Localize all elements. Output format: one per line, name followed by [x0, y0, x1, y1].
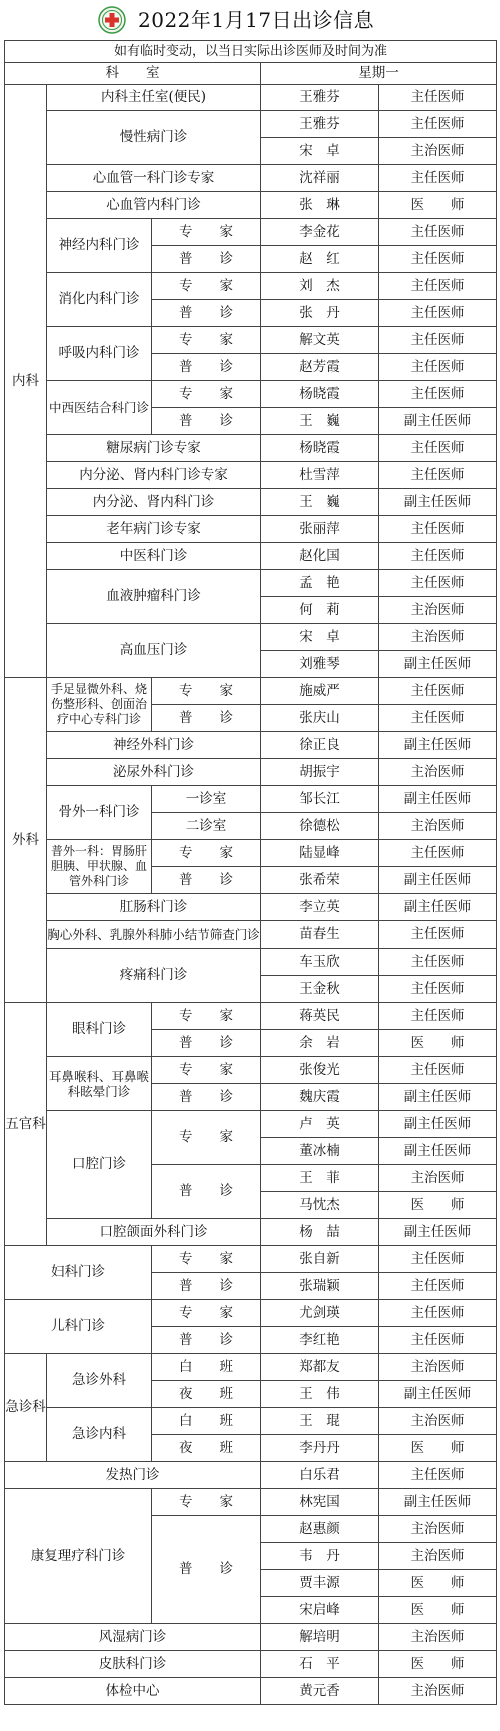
doctor-title: 副主任医师: [379, 408, 497, 435]
doctor-title: 主任医师: [379, 219, 497, 246]
type-cell: 普 诊: [152, 867, 261, 894]
table-row: [5, 1678, 497, 1705]
doctor-title: 副主任医师: [379, 1489, 497, 1516]
doctor-name: 白乐君: [261, 1462, 379, 1489]
doctor-title: 主治医师: [379, 1543, 497, 1570]
doctor-name: 林宪国: [261, 1489, 379, 1516]
doctor-name: 杨晓霞: [261, 381, 379, 408]
category-cell: 外科: [5, 678, 47, 1003]
doctor-title: 主治医师: [379, 624, 497, 651]
table-row: [5, 570, 497, 597]
doctor-name: 赵惠颜: [261, 1516, 379, 1543]
doctor-name: 苗春生: [261, 921, 379, 949]
type-cell: 普 诊: [152, 1273, 261, 1300]
unit-cell: 神经外科门诊: [47, 732, 261, 759]
type-cell: 专 家: [152, 219, 261, 246]
unit-cell: 儿科门诊: [5, 1300, 152, 1354]
table-row: [5, 543, 497, 570]
unit-cell: 骨外一科门诊: [47, 786, 152, 840]
unit-cell: 肛肠科门诊: [47, 894, 261, 921]
doctor-title: 主任医师: [379, 516, 497, 543]
unit-cell: 内分泌、肾内科门诊专家: [47, 462, 261, 489]
doctor-title: 主任医师: [379, 1057, 497, 1084]
doctor-name: 徐正良: [261, 732, 379, 759]
unit-cell: 急诊外科: [47, 1354, 152, 1408]
unit-cell: 发热门诊: [5, 1462, 261, 1489]
doctor-name: 赵 红: [261, 246, 379, 273]
type-cell: 普 诊: [152, 1516, 261, 1624]
type-cell: 白 班: [152, 1408, 261, 1435]
doctor-title: 主治医师: [379, 1354, 497, 1381]
unit-cell: 妇科门诊: [5, 1246, 152, 1300]
type-cell: 专 家: [152, 840, 261, 867]
doctor-name: 王金秋: [261, 976, 379, 1003]
table-row: [5, 462, 497, 489]
table-row: [5, 1003, 497, 1030]
doctor-name: 李红艳: [261, 1327, 379, 1354]
type-cell: 专 家: [152, 1111, 261, 1165]
table-row: [5, 1057, 497, 1084]
doctor-title: 主治医师: [379, 138, 497, 165]
doctor-name: 尤剑瑛: [261, 1300, 379, 1327]
doctor-name: 张庆山: [261, 705, 379, 732]
doctor-title: 主治医师: [379, 597, 497, 624]
doctor-title: 主治医师: [379, 813, 497, 840]
doctor-name: 宋 卓: [261, 138, 379, 165]
doctor-title: 主治医师: [379, 1165, 497, 1192]
unit-cell: 心血管内科门诊: [47, 192, 261, 219]
doctor-title: 副主任医师: [379, 894, 497, 921]
table-row: [5, 1111, 497, 1138]
schedule-table: [4, 40, 497, 1705]
hospital-logo-icon: [98, 6, 126, 34]
doctor-name: 张 丹: [261, 300, 379, 327]
doctor-name: 余 岩: [261, 1030, 379, 1057]
table-row: [5, 327, 497, 354]
doctor-name: 何 莉: [261, 597, 379, 624]
table-row: [5, 1219, 497, 1246]
doctor-name: 张丽萍: [261, 516, 379, 543]
doctor-name: 张希荣: [261, 867, 379, 894]
type-cell: 普 诊: [152, 1084, 261, 1111]
table-row: [5, 759, 497, 786]
type-cell: 夜 班: [152, 1435, 261, 1462]
doctor-title: 主任医师: [379, 381, 497, 408]
type-cell: 普 诊: [152, 300, 261, 327]
table-row: [5, 1651, 497, 1678]
doctor-name: 赵芳霞: [261, 354, 379, 381]
doctor-name: 贾丰源: [261, 1570, 379, 1597]
doctor-title: 副主任医师: [379, 489, 497, 516]
table-row: [5, 85, 497, 111]
doctor-name: 李丹丹: [261, 1435, 379, 1462]
type-cell: 专 家: [152, 381, 261, 408]
unit-cell: 手足显微外科、烧伤整形科、创面治疗中心专科门诊: [47, 678, 152, 732]
table-row: [5, 1408, 497, 1435]
table-row: [5, 489, 497, 516]
type-cell: 普 诊: [152, 354, 261, 381]
unit-cell: 普外一科：胃肠肝胆胰、甲状腺、血管外科门诊: [47, 840, 152, 894]
doctor-name: 杨晓霞: [261, 435, 379, 462]
type-cell: 专 家: [152, 273, 261, 300]
doctor-name: 韦 丹: [261, 1543, 379, 1570]
type-cell: 一诊室: [152, 786, 261, 813]
type-cell: 专 家: [152, 1246, 261, 1273]
table-row: [5, 624, 497, 651]
unit-cell: 风湿病门诊: [5, 1624, 261, 1651]
doctor-name: 刘 杰: [261, 273, 379, 300]
doctor-name: 卢 英: [261, 1111, 379, 1138]
unit-cell: 口腔门诊: [47, 1111, 152, 1219]
table-row: [5, 516, 497, 543]
doctor-title: 医 师: [379, 192, 497, 219]
doctor-title: 主治医师: [379, 1516, 497, 1543]
category-cell: 五官科: [5, 1003, 47, 1246]
doctor-title: 主任医师: [379, 543, 497, 570]
table-row: [5, 840, 497, 867]
table-row: [5, 381, 497, 408]
type-cell: 普 诊: [152, 408, 261, 435]
unit-cell: 神经内科门诊: [47, 219, 152, 273]
type-cell: 普 诊: [152, 1030, 261, 1057]
type-cell: 专 家: [152, 1057, 261, 1084]
doctor-title: 副主任医师: [379, 1111, 497, 1138]
unit-cell: 内分泌、肾内科门诊: [47, 489, 261, 516]
doctor-title: 副主任医师: [379, 867, 497, 894]
unit-cell: 内科主任室(便民): [47, 85, 261, 111]
table-row: [5, 786, 497, 813]
doctor-title: 主任医师: [379, 1246, 497, 1273]
unit-cell: 呼吸内科门诊: [47, 327, 152, 381]
type-cell: 专 家: [152, 678, 261, 705]
doctor-title: 主任医师: [379, 85, 497, 111]
table-row: [5, 1462, 497, 1489]
doctor-name: 车玉欣: [261, 949, 379, 976]
doctor-title: 主任医师: [379, 840, 497, 867]
category-cell: 急诊科: [5, 1354, 47, 1462]
doctor-title: 主任医师: [379, 354, 497, 381]
doctor-name: 王 菲: [261, 1165, 379, 1192]
table-row: [5, 111, 497, 138]
doctor-name: 杜雪萍: [261, 462, 379, 489]
doctor-name: 蒋英民: [261, 1003, 379, 1030]
dept-column-header: 科 室: [5, 63, 261, 85]
doctor-title: 医 师: [379, 1030, 497, 1057]
doctor-name: 徐德松: [261, 813, 379, 840]
type-cell: 普 诊: [152, 1165, 261, 1219]
doctor-name: 王雅芬: [261, 85, 379, 111]
table-row: [5, 435, 497, 462]
unit-cell: 消化内科门诊: [47, 273, 152, 327]
unit-cell: 急诊内科: [47, 1408, 152, 1462]
unit-cell: 糖尿病门诊专家: [47, 435, 261, 462]
doctor-name: 宋 卓: [261, 624, 379, 651]
weekday-column-header: 星期一: [261, 63, 497, 85]
doctor-title: 副主任医师: [379, 1084, 497, 1111]
doctor-title: 副主任医师: [379, 651, 497, 678]
unit-cell: 高血压门诊: [47, 624, 261, 678]
doctor-name: 王 巍: [261, 408, 379, 435]
unit-cell: 中西医结合科门诊: [47, 381, 152, 435]
unit-cell: 胸心外科、乳腺外科肺小结节筛查门诊: [47, 921, 261, 949]
doctor-title: 医 师: [379, 1570, 497, 1597]
doctor-name: 沈祥丽: [261, 165, 379, 192]
doctor-name: 黄元香: [261, 1678, 379, 1705]
doctor-title: 副主任医师: [379, 732, 497, 759]
page-title: 2022年1月17日出诊信息: [138, 8, 375, 32]
doctor-title: 副主任医师: [379, 786, 497, 813]
table-row: [5, 678, 497, 705]
type-cell: 二诊室: [152, 813, 261, 840]
doctor-name: 王雅芬: [261, 111, 379, 138]
doctor-name: 张自新: [261, 1246, 379, 1273]
doctor-title: 主治医师: [379, 759, 497, 786]
table-row: [5, 1354, 497, 1381]
doctor-title: 主任医师: [379, 976, 497, 1003]
doctor-title: 主任医师: [379, 165, 497, 192]
table-row: [5, 894, 497, 921]
doctor-title: 主任医师: [379, 435, 497, 462]
unit-cell: 泌尿外科门诊: [47, 759, 261, 786]
table-row: [5, 1489, 497, 1516]
doctor-title: 主任医师: [379, 300, 497, 327]
doctor-title: 主治医师: [379, 1678, 497, 1705]
unit-cell: 康复理疗科门诊: [5, 1489, 152, 1624]
type-cell: 普 诊: [152, 246, 261, 273]
doctor-name: 邹长江: [261, 786, 379, 813]
doctor-name: 解培明: [261, 1624, 379, 1651]
doctor-title: 主任医师: [379, 462, 497, 489]
doctor-name: 张瑞颖: [261, 1273, 379, 1300]
doctor-name: 张俊光: [261, 1057, 379, 1084]
doctor-title: 副主任医师: [379, 1138, 497, 1165]
doctor-title: 主任医师: [379, 921, 497, 949]
doctor-name: 刘雅琴: [261, 651, 379, 678]
doctor-name: 李金花: [261, 219, 379, 246]
unit-cell: 耳鼻喉科、耳鼻喉科眩晕门诊: [47, 1057, 152, 1111]
type-cell: 专 家: [152, 327, 261, 354]
table-row: [5, 1300, 497, 1327]
doctor-title: 主任医师: [379, 1300, 497, 1327]
unit-cell: 心血管一科门诊专家: [47, 165, 261, 192]
doctor-title: 医 师: [379, 1597, 497, 1624]
type-cell: 普 诊: [152, 1327, 261, 1354]
table-row: [5, 1246, 497, 1273]
doctor-name: 解文英: [261, 327, 379, 354]
doctor-name: 施威严: [261, 678, 379, 705]
notice-text: 如有临时变动，以当日实际出诊医师及时间为准: [5, 41, 497, 63]
table-row: [5, 219, 497, 246]
doctor-name: 陆显峰: [261, 840, 379, 867]
doctor-title: 主任医师: [379, 705, 497, 732]
type-cell: 专 家: [152, 1300, 261, 1327]
type-cell: 夜 班: [152, 1381, 261, 1408]
doctor-name: 王 琨: [261, 1408, 379, 1435]
doctor-name: 宋启峰: [261, 1597, 379, 1624]
doctor-name: 马忱杰: [261, 1192, 379, 1219]
table-row: [5, 273, 497, 300]
doctor-title: 医 师: [379, 1192, 497, 1219]
table-row: [5, 165, 497, 192]
type-cell: 专 家: [152, 1003, 261, 1030]
table-row: [5, 921, 497, 949]
doctor-name: 郑都友: [261, 1354, 379, 1381]
type-cell: 白 班: [152, 1354, 261, 1381]
doctor-title: 主任医师: [379, 1273, 497, 1300]
doctor-title: 主任医师: [379, 111, 497, 138]
unit-cell: 体检中心: [5, 1678, 261, 1705]
doctor-title: 主任医师: [379, 949, 497, 976]
doctor-title: 主任医师: [379, 1003, 497, 1030]
notice-row: [5, 41, 497, 63]
doctor-name: 张 琳: [261, 192, 379, 219]
unit-cell: 中医科门诊: [47, 543, 261, 570]
doctor-title: 主治医师: [379, 1624, 497, 1651]
doctor-title: 主任医师: [379, 1462, 497, 1489]
type-cell: 普 诊: [152, 705, 261, 732]
doctor-title: 主任医师: [379, 570, 497, 597]
doctor-title: 主任医师: [379, 273, 497, 300]
doctor-name: 魏庆霞: [261, 1084, 379, 1111]
doctor-name: 石 平: [261, 1651, 379, 1678]
table-row: [5, 1624, 497, 1651]
unit-cell: 老年病门诊专家: [47, 516, 261, 543]
unit-cell: 疼痛科门诊: [47, 949, 261, 1003]
doctor-name: 孟 艳: [261, 570, 379, 597]
unit-cell: 血液肿瘤科门诊: [47, 570, 261, 624]
type-cell: 专 家: [152, 1489, 261, 1516]
table-row: [5, 192, 497, 219]
unit-cell: 口腔颌面外科门诊: [47, 1219, 261, 1246]
doctor-name: 李立英: [261, 894, 379, 921]
doctor-title: 副主任医师: [379, 1381, 497, 1408]
unit-cell: 皮肤科门诊: [5, 1651, 261, 1678]
doctor-title: 主任医师: [379, 1327, 497, 1354]
doctor-title: 主任医师: [379, 678, 497, 705]
doctor-name: 杨 喆: [261, 1219, 379, 1246]
doctor-title: 主任医师: [379, 327, 497, 354]
unit-cell: 眼科门诊: [47, 1003, 152, 1057]
doctor-name: 王 巍: [261, 489, 379, 516]
unit-cell: 慢性病门诊: [47, 111, 261, 165]
doctor-title: 主治医师: [379, 1408, 497, 1435]
category-cell: 内科: [5, 85, 47, 678]
doctor-title: 主任医师: [379, 246, 497, 273]
doctor-title: 医 师: [379, 1651, 497, 1678]
doctor-name: 赵化国: [261, 543, 379, 570]
table-row: [5, 732, 497, 759]
doctor-title: 医 师: [379, 1435, 497, 1462]
doctor-name: 王 伟: [261, 1381, 379, 1408]
doctor-title: 副主任医师: [379, 1219, 497, 1246]
table-row: [5, 949, 497, 976]
doctor-name: 胡振宇: [261, 759, 379, 786]
header-row: [5, 63, 497, 85]
doctor-name: 董冰楠: [261, 1138, 379, 1165]
page-header: [0, 0, 500, 40]
